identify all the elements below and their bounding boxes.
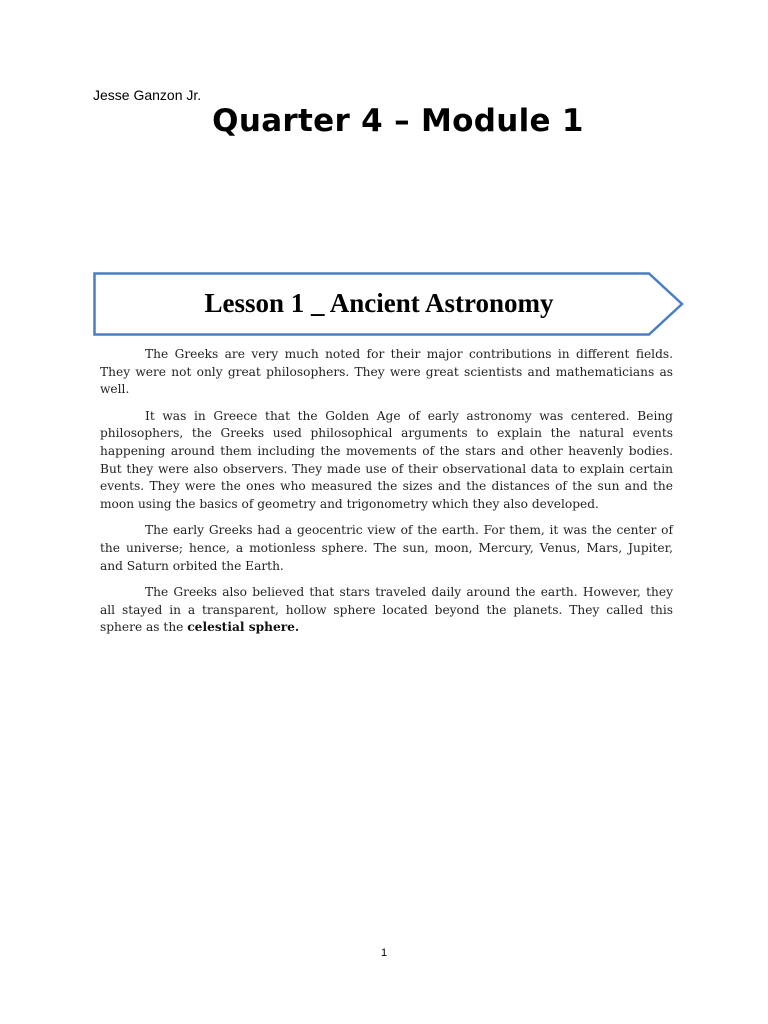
paragraph-1: The Greeks are very much noted for their major contributions in different fields. They were not only great philosophers. They were great scientists and mathematicians as well. xyxy=(100,347,673,397)
paragraph-4 xyxy=(100,584,673,637)
lesson-body xyxy=(100,346,673,646)
celestial-sphere-term: celestial sphere. xyxy=(187,620,300,635)
module-title: Quarter 4 – Module 1 xyxy=(212,103,584,139)
author-name: Jesse Ganzon Jr. xyxy=(93,87,202,103)
lesson-title: Lesson 1 _ Ancient Astronomy xyxy=(204,287,554,318)
page-number: 1 xyxy=(380,947,388,959)
lesson-banner xyxy=(93,272,685,336)
paragraph-3: The early Greeks had a geocentric view of the earth. For them, it was the center of the universe; hence, a motionless sphere. The sun, moon, Mercury, Venus, Mars, Jupiter, and Saturn orbited the Earth. xyxy=(100,523,673,573)
paragraph-2: It was in Greece that the Golden Age of early astronomy was centered. Being philosophers, the Greeks used philosophical arguments to explain the natural events happening around them including the movements of the stars and other heavenly bodies. But they were also observers. They made use of their observational data to explain certain events. They were the ones who measured the sizes and the distances of the sun and the moon using the basics of geometry and trigonometry which they also developed. xyxy=(100,408,673,511)
paragraph-4-text: The Greeks also believed that stars traveled daily around the earth. However, they all stayed in a transparent, hollow sphere located beyond the planets. They called this sphere as the xyxy=(100,585,673,635)
